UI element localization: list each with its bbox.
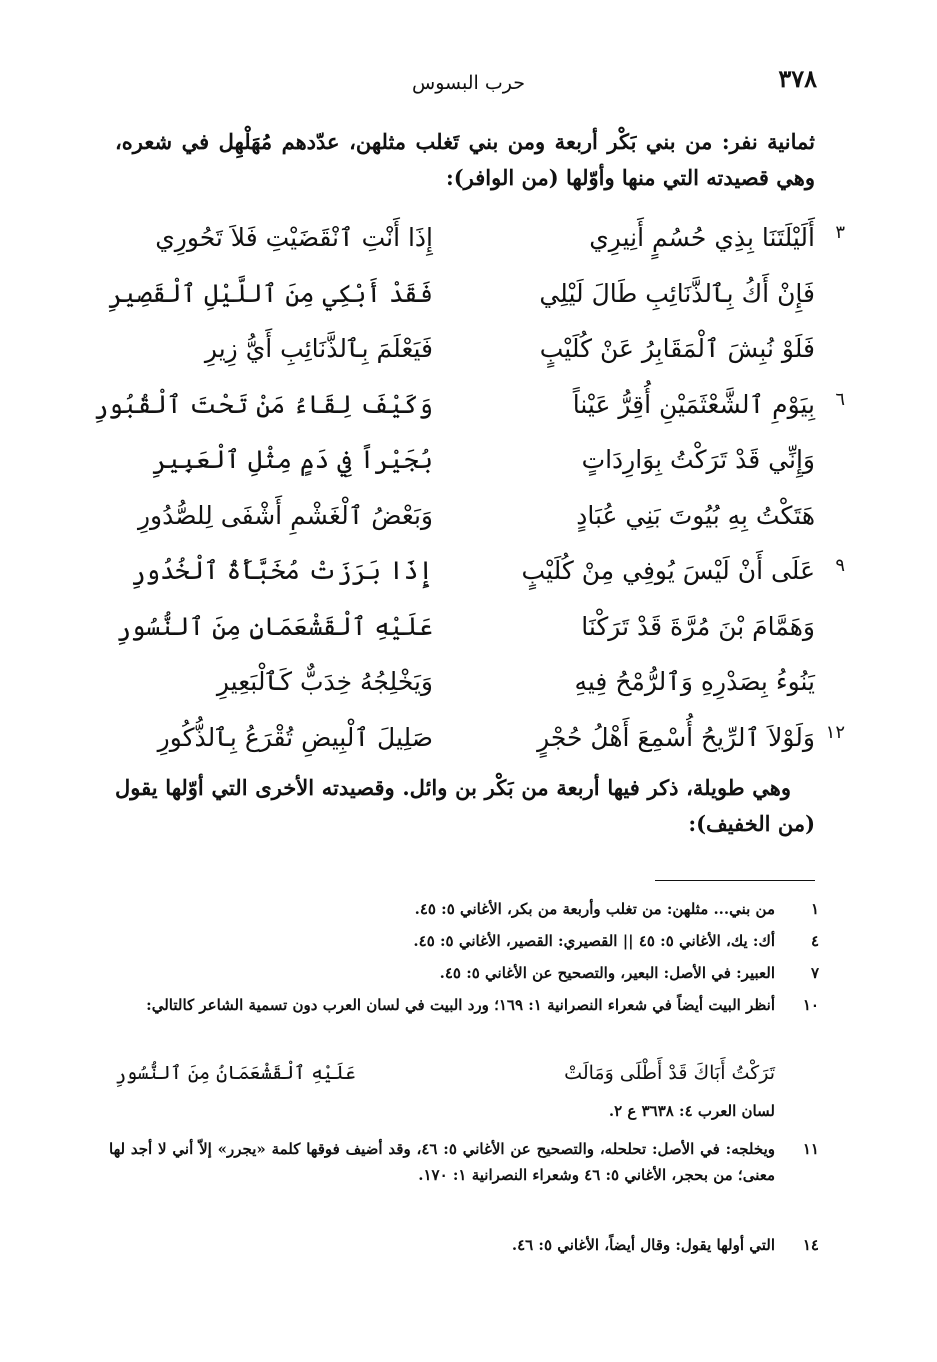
first-hemistich: وَلَوْلاَ ٱلرِّيحُ أُسْمِعَ أَهْلُ حُجْرٍ xyxy=(537,722,815,752)
footnote-verse-second-hemistich: عَلَيْهِ ٱلْقَشْعَمَانُ مِنَ ٱلنُّسُورِ xyxy=(115,1062,356,1084)
footnote-number: ٧ xyxy=(810,964,819,982)
verse-line xyxy=(103,662,815,718)
footnote-text: من بني... مثلهن: من تغلب وأربعة من بكر، الأغاني ٥: ٤٥. xyxy=(414,900,775,918)
first-hemistich: فَلَوْ نُبِشَ ٱلْمَقَابِرُ عَنْ كُلَيْبٍ xyxy=(539,334,815,363)
footnote-number: ١٠ xyxy=(802,996,819,1014)
second-hemistich: صَلِيلَ ٱلْبِيضِ تُقْرَعُ بِٱلذُّكُورِ xyxy=(157,722,433,752)
footnote-source: لسان العرب ٤: ٣٦٣٨ ع ٢. xyxy=(608,1102,775,1120)
footnote-verse-first-hemistich: تَرَكْتُ أَبَاكَ قَدْ أَطْلَى وَمَالَتْ xyxy=(564,1062,775,1084)
second-hemistich: إِذَا أَنْتِ ٱنْقَضَيْتِ فَلاَ تَحُورِي xyxy=(155,223,433,252)
first-hemistich: هَتَكْتُ بِهِ بُيُوتَ بَنِي عُبَادٍ xyxy=(576,500,815,530)
verse-line xyxy=(103,274,815,330)
footnote xyxy=(109,992,819,1018)
footnote-number: ١١ xyxy=(802,1140,819,1158)
verse-line xyxy=(103,496,815,552)
first-hemistich: وَهَمَّامَ بْنَ مُرَّةَ قَدْ تَرَكْنَا xyxy=(581,611,815,641)
verse-number: ٩ xyxy=(835,555,845,576)
first-hemistich: يَنُوءُ بِصَدْرِهِ وَٱلرُّمْحُ فِيهِ xyxy=(574,667,815,696)
verse-line xyxy=(103,218,845,274)
second-hemistich: وَبَعْضُ ٱلْغَشْمِ أَشْفَى لِلصُّدُورِ xyxy=(137,500,433,530)
page-number: ٣٧٨ xyxy=(778,64,817,93)
verse-line xyxy=(103,440,815,496)
footnote-number: ١٤ xyxy=(802,1236,819,1254)
first-hemistich: أَلَيْلَتَنَا بِذِي حُسُمٍ أَنِيرِي xyxy=(589,223,815,252)
second-hemistich: بُجَيْراً فِي دَمٍ مِثْلِ ٱلْعَبِيرِ xyxy=(152,445,433,474)
second-hemistich: فَيَعْلَمَ بِٱلذَّنَائِبِ أَيُّ زِيرِ xyxy=(204,334,433,363)
verse-number: ٣ xyxy=(835,222,845,243)
verse-number: ٦ xyxy=(835,388,845,410)
footnote xyxy=(109,928,819,954)
second-hemistich: وَكَيْفَ لِقَاءُ مَنْ تَحْتَ ٱلْقُبُورِ xyxy=(93,389,433,419)
first-hemistich: فَإِنْ أَكُ بِٱلذَّنَائِبِ طَالَ لَيْلِي xyxy=(539,278,815,308)
verse-line xyxy=(103,329,815,385)
verse-line xyxy=(93,385,845,441)
footnote-text: العبير: في الأصل: البعير، والتصحيح عن الأغاني ٥: ٤٥. xyxy=(439,964,775,982)
running-title: حرب البسوس xyxy=(412,72,525,94)
footnote xyxy=(109,1136,819,1188)
second-hemistich: وَيَخْلِجُهُ خِدَبٌّ كَٱلْبَعِيرِ xyxy=(216,667,433,696)
verse-number: ١٢ xyxy=(825,721,845,743)
footnote-number: ١ xyxy=(810,900,819,918)
second-hemistich: فَقَدْ أَبْكِي مِنَ ٱللَّيْلِ ٱلْقَصِيرِ xyxy=(108,278,433,308)
verse-line xyxy=(103,718,845,774)
footnote-verse xyxy=(115,1062,775,1092)
closing-paragraph: وهي طويلة، ذكر فيها أربعة من بَكْر بن وائل. وقصيدته الأخرى التي أوّلها يقول (من الخفيف): xyxy=(115,775,815,836)
verse-line xyxy=(103,551,845,607)
first-hemistich: عَلَى أَنْ لَيْسَ يُوفِي مِنْ كُلَيْبٍ xyxy=(521,556,815,585)
footnote xyxy=(109,896,819,922)
footnote-divider xyxy=(655,880,815,881)
second-hemistich: إِذَا بَرَزَتْ مُخَبَّأَةُ ٱلْخُدُورِ xyxy=(130,556,433,585)
first-hemistich: بِيَوْمِ ٱلشَّعْثَمَيْنِ أُقِرُّ عَيْناً xyxy=(572,389,815,419)
footnote xyxy=(109,1232,819,1258)
footnote xyxy=(109,960,819,986)
footnote-text: أنظر البيت أيضاً في شعراء النصرانية ١: ١٦٩؛ ورد البيت في لسان العرب دون تسمية الشاعر كالتالي: xyxy=(146,996,775,1014)
first-hemistich: وَإِنِّي قَدْ تَرَكْتُ بِوَارِدَاتٍ xyxy=(581,445,815,474)
footnote-text: التي أولها يقول: وقال أيضاً، الأغاني ٥: ٤٦. xyxy=(511,1236,775,1254)
intro-paragraph: ثمانية نفر: من بني بَكْر أربعة ومن بني تَغلب مثلهن، عدّدهم مُهَلْهِل في شعره، وهي قصيدته التي منها وأوّلها (من الوافر): xyxy=(115,129,815,190)
verse-line xyxy=(103,607,815,663)
second-hemistich: عَلَيْهِ ٱلْقَشْعَمَانِ مِنَ ٱلنُّسُورِ xyxy=(116,611,433,641)
footnote-number: ٤ xyxy=(810,932,819,950)
footnote-text: ويخلجه: في الأصل: تحلحله، والتصحيح عن الأغاني ٥: ٤٦، وقد أضيف فوقها كلمة «يجرر» إلاّ أني لا أجد لها معنى؛ من بحجر، الأغاني ٥: ٤٦ وشعراء النصرانية ١: ١٧٠. xyxy=(109,1140,776,1184)
footnote-text: أك: يك، الأغاني ٥: ٤٥ || القصيري: القصير، الأغاني ٥: ٤٥. xyxy=(413,932,775,950)
